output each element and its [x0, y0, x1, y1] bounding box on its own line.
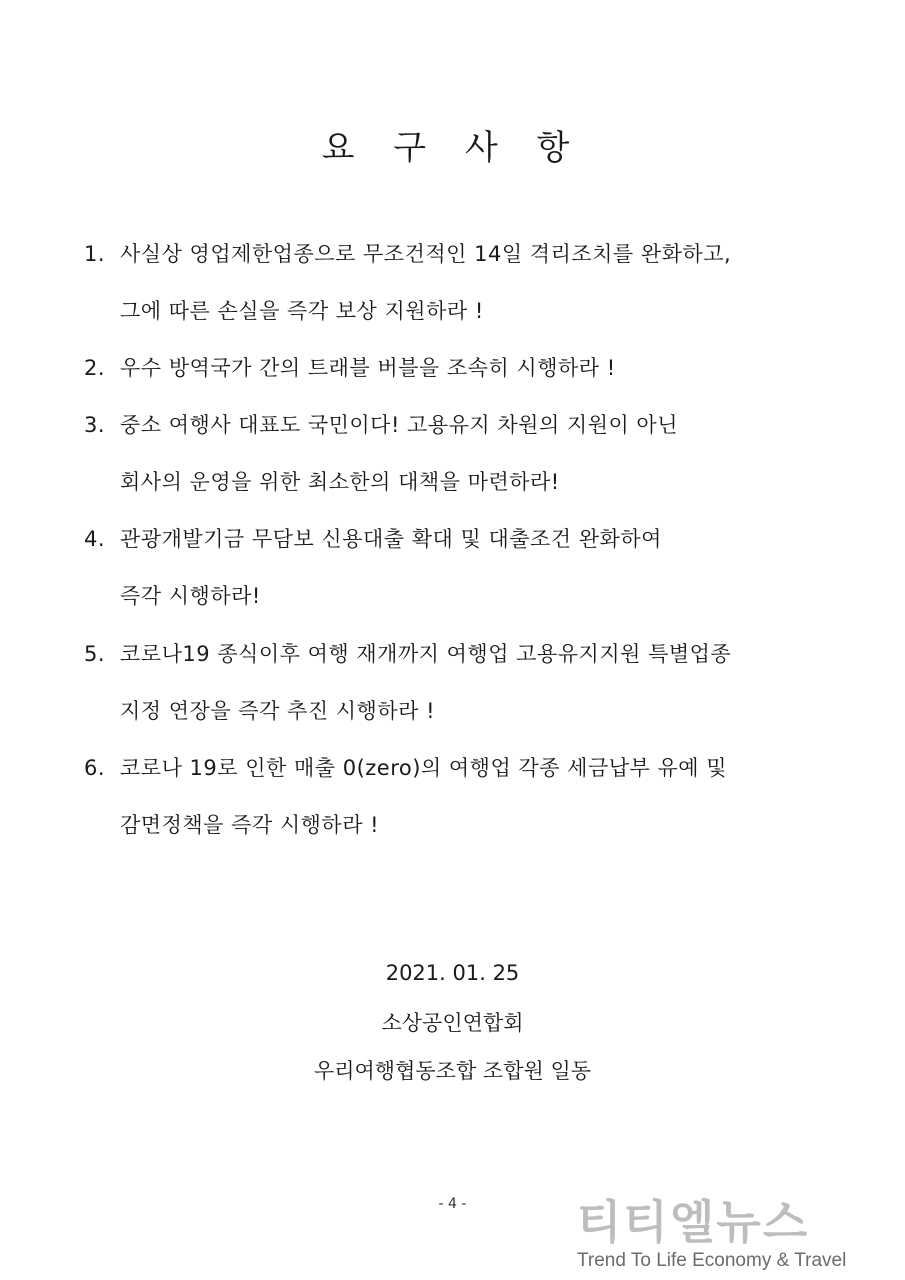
item-text: 우수 방역국가 간의 트래블 버블을 조속히 시행하라 !: [120, 356, 616, 380]
item-text: 관광개발기금 무담보 신용대출 확대 및 대출조건 완화하여: [120, 527, 662, 551]
item-number: 6.: [84, 756, 106, 780]
item-number: 2.: [84, 356, 106, 380]
item-number: 1.: [84, 242, 106, 266]
signatories: 우리여행협동조합 조합원 일동: [313, 1059, 592, 1083]
item-text: 코로나19 종식이후 여행 재개까지 여행업 고용유지지원 특별업종: [120, 642, 732, 666]
organization-name: 소상공인연합회: [381, 1011, 524, 1035]
item-number: 5.: [84, 642, 106, 666]
item-text: 사실상 영업제한업종으로 무조건적인 14일 격리조치를 완화하고,: [120, 242, 732, 266]
item-text: 지정 연장을 즉각 추진 시행하라 !: [120, 699, 436, 723]
item-text: 회사의 운영을 위한 최소한의 대책을 마련하라!: [120, 470, 560, 494]
watermark-tagline: Trend To Life Economy & Travel: [577, 1250, 847, 1271]
page-title: 요 구 사 항: [321, 128, 584, 168]
item-text: 코로나 19로 인한 매출 0(zero)의 여행업 각종 세금납부 유예 및: [120, 756, 728, 780]
document-date: 2021. 01. 25: [385, 961, 520, 985]
item-text: 감면정책을 즉각 시행하라 !: [120, 813, 380, 837]
item-text: 중소 여행사 대표도 국민이다! 고용유지 차원의 지원이 아닌: [120, 413, 679, 437]
page-number: - 4 -: [438, 1196, 467, 1212]
item-text: 그에 따른 손실을 즉각 보상 지원하라 !: [120, 299, 484, 323]
item-number: 3.: [84, 413, 106, 437]
item-number: 4.: [84, 527, 106, 551]
watermark-logo: 티티엘뉴스: [577, 1195, 810, 1249]
item-text: 즉각 시행하라!: [120, 584, 261, 608]
watermark: [577, 1196, 847, 1272]
